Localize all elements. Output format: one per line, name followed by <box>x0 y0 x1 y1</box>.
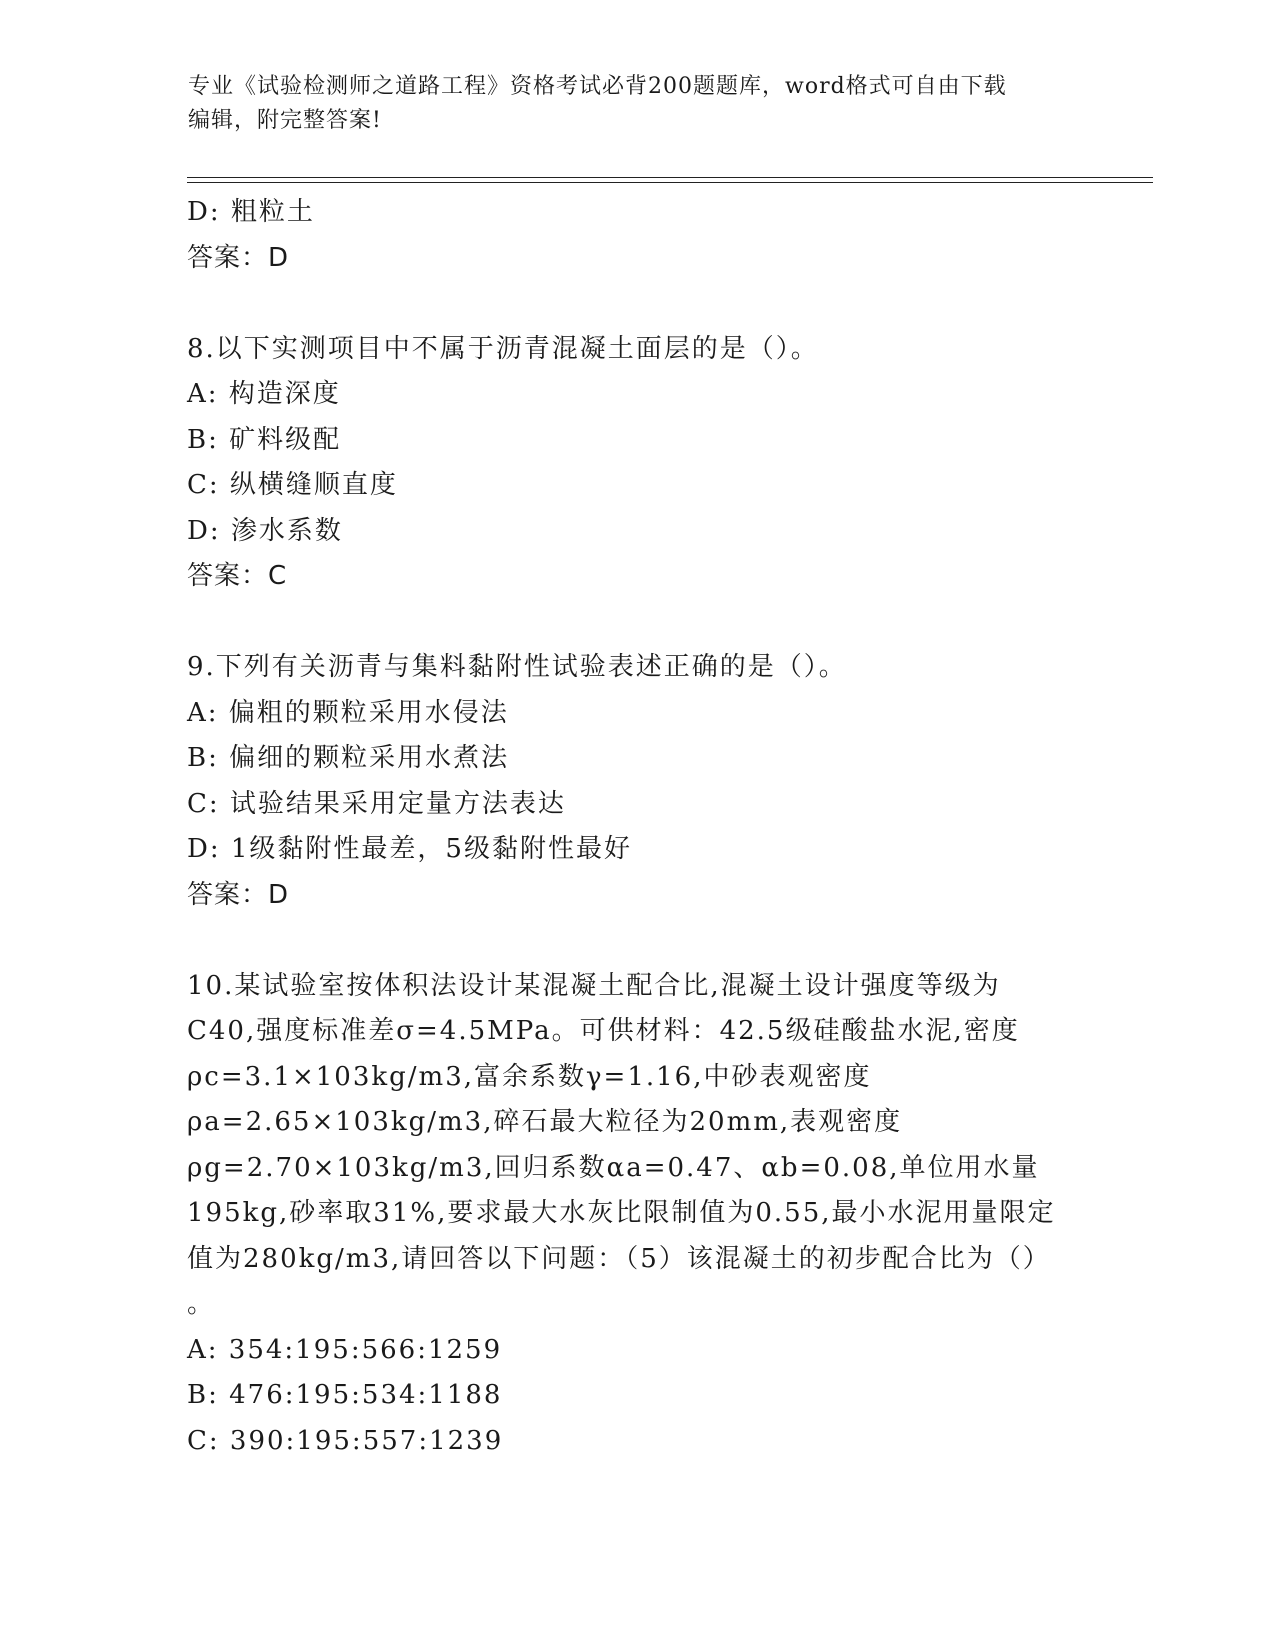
option-d: D: 粗粒土 <box>187 197 315 227</box>
answer: 答案：D <box>187 242 290 273</box>
spacer <box>187 918 1087 964</box>
header-line-2: 编辑，附完整答案! <box>188 108 382 133</box>
question-stem-line: 10.某试验室按体积法设计某混凝土配合比,混凝土设计强度等级为 <box>187 970 1001 1001</box>
question-9 <box>187 645 1087 918</box>
option-b: B: 矿料级配 <box>187 424 342 455</box>
question-stem: 9.下列有关沥青与集料黏附性试验表述正确的是（）。 <box>187 652 847 682</box>
question-stem-line: ρa=2.65×103kg/m3,碎石最大粒径为20mm,表观密度 <box>187 1107 903 1137</box>
question-stem-line: 值为280kg/m3,请回答以下问题：（5）该混凝土的初步配合比为（） <box>187 1243 1051 1274</box>
question-stem-line: C40,强度标准差σ=4.5MPa。可供材料：42.5级硅酸盐水泥,密度 <box>187 1016 1020 1046</box>
document-body <box>187 190 1087 1464</box>
option-c: C: 390:195:557:1239 <box>187 1425 504 1456</box>
option-a: A: 偏粗的颗粒采用水侵法 <box>187 697 509 728</box>
question-stem-line: ρg=2.70×103kg/m3,回归系数αa=0.47、αb=0.08,单位用水量 <box>187 1152 1040 1183</box>
option-d: D: 渗水系数 <box>187 515 343 546</box>
document-header <box>188 70 1068 138</box>
option-a: A: 构造深度 <box>187 379 341 409</box>
option-c: C: 纵横缝顺直度 <box>187 470 398 500</box>
question-10 <box>187 964 1087 1465</box>
option-d: D: 1级黏附性最差，5级黏附性最好 <box>187 834 632 864</box>
answer: 答案：D <box>187 879 290 910</box>
header-rule-bottom <box>187 182 1153 183</box>
header-line-1: 专业《试验检测师之道路工程》资格考试必背200题题库，word格式可自由下载 <box>188 74 1007 99</box>
question-8 <box>187 327 1087 600</box>
option-b: B: 476:195:534:1188 <box>187 1380 503 1410</box>
spacer <box>187 281 1087 327</box>
previous-question-tail <box>187 190 1087 281</box>
question-stem-line: ρc=3.1×103kg/m3,富余系数γ=1.16,中砂表观密度 <box>187 1061 872 1092</box>
question-stem: 8.以下实测项目中不属于沥青混凝土面层的是（）。 <box>187 333 819 364</box>
spacer <box>187 600 1087 646</box>
answer: 答案：C <box>187 561 288 591</box>
header-rule-top <box>187 177 1153 178</box>
question-stem-line: 195kg,砂率取31%,要求最大水灰比限制值为0.55,最小水泥用量限定 <box>187 1198 1056 1228</box>
option-c: C: 试验结果采用定量方法表达 <box>187 788 566 819</box>
question-stem-line: 。 <box>187 1289 216 1319</box>
option-b: B: 偏细的颗粒采用水煮法 <box>187 743 510 773</box>
option-a: A: 354:195:566:1259 <box>187 1334 503 1365</box>
